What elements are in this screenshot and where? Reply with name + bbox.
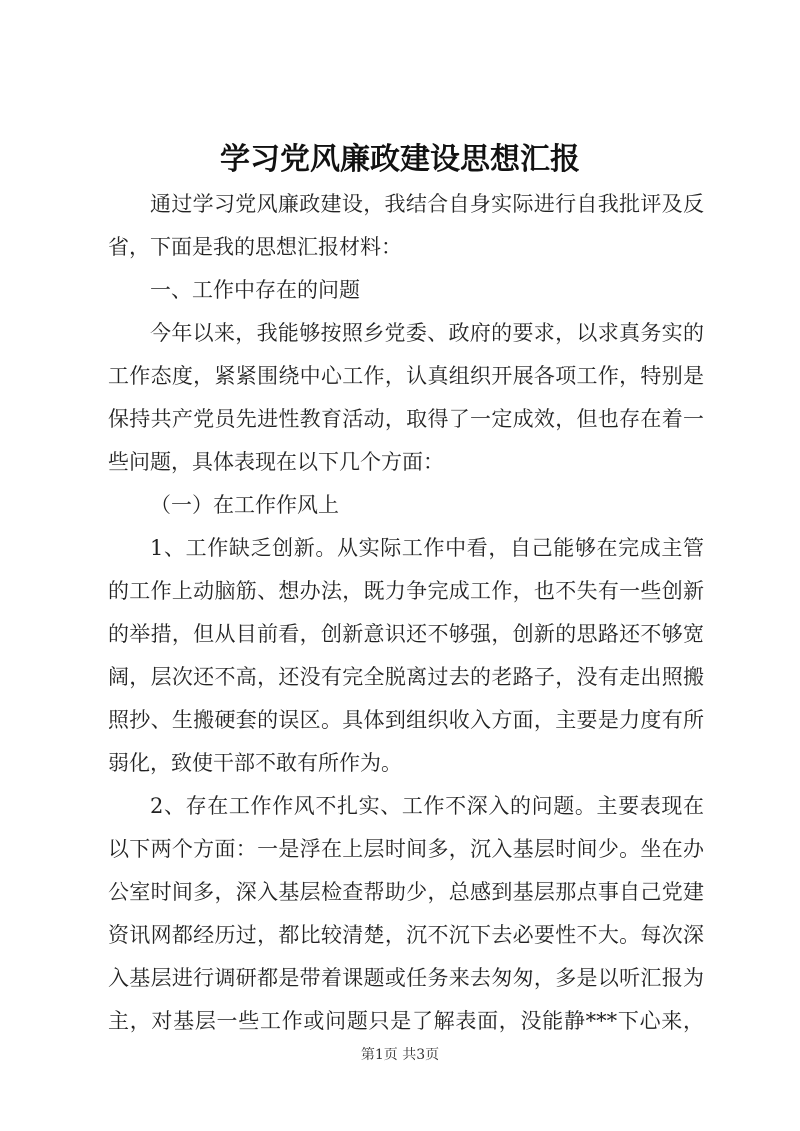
text-line: 省，下面是我的思想汇报材料： [108, 235, 402, 259]
text-line: 阔，层次还不高，还没有完全脱离过去的老路子，没有走出照搬 [108, 665, 704, 689]
text-line: 照抄、生搬硬套的误区。具体到组织收入方面，主要是力度有所 [108, 708, 704, 732]
text-line: 以下两个方面：一是浮在上层时间多，沉入基层时间少。坐在办 [108, 837, 704, 861]
text-line: 工作态度，紧紧围绕中心工作，认真组织开展各项工作，特别是 [108, 364, 704, 388]
text-line: 公室时间多，深入基层检查帮助少，总感到基层那点事自己党建 [108, 880, 704, 904]
page-footer: 第1页 共3页 [360, 1047, 440, 1063]
text-line: 主，对基层一些工作或问题只是了解表面，没能静***下心来， [108, 1009, 704, 1033]
text-line: 今年以来，我能够按照乡党委、政府的要求，以求真务实的 [150, 321, 704, 345]
text-line: 资讯网都经历过，都比较清楚，沉不沉下去必要性不大。每次深 [108, 923, 704, 947]
text-line: （一）在工作作风上 [150, 493, 339, 517]
text-line: 一、工作中存在的问题 [150, 278, 360, 302]
text-line: 弱化，致使干部不敢有所作为。 [108, 751, 402, 775]
text-line: 2、存在工作作风不扎实、工作不深入的问题。主要表现在 [150, 794, 704, 818]
text-line: 通过学习党风廉政建设，我结合自身实际进行自我批评及反 [150, 192, 704, 216]
text-line: 的工作上动脑筋、想办法，既力争完成工作，也不失有一些创新 [108, 579, 704, 603]
text-line: 保持共产党员先进性教育活动，取得了一定成效，但也存在着一 [108, 407, 704, 431]
text-line: 1、工作缺乏创新。从实际工作中看，自己能够在完成主管 [150, 536, 704, 560]
text-line: 入基层进行调研都是带着课题或任务来去匆匆，多是以听汇报为 [108, 966, 704, 990]
text-line: 的举措，但从目前看，创新意识还不够强，创新的思路还不够宽 [108, 622, 704, 646]
document-title: 学习党风廉政建设思想汇报 [220, 142, 580, 177]
text-line: 些问题，具体表现在以下几个方面： [108, 450, 444, 474]
